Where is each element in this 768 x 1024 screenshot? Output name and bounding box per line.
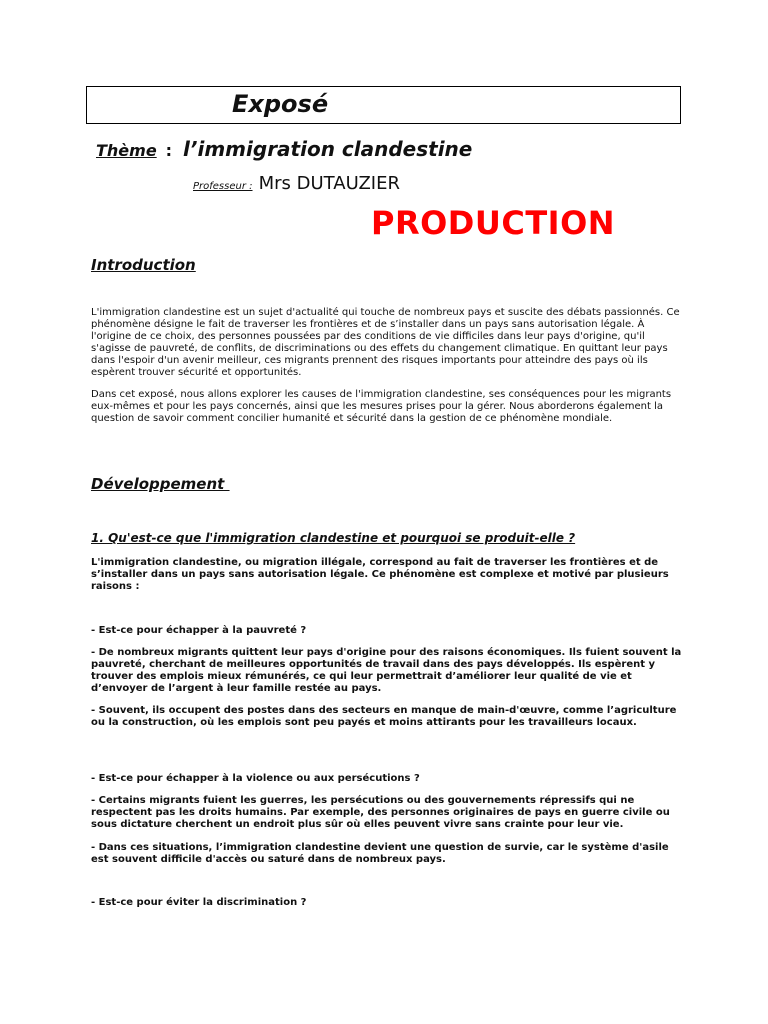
question-poverty: - Est-ce pour échapper à la pauvreté ? — [91, 625, 307, 636]
violence-paragraph-1: - Certains migrants fuient les guerres, les persécutions ou des gouvernements répressifs qui ne respectent pas les droits humains. Par exemple, des personnes originaires de pays en guerre civile ou sous dictature cherchent un endroit plus sûr où elles peuvent vivre sans crainte pour leur vie. — [91, 795, 670, 830]
introduction-paragraph-2: Dans cet exposé, nous allons explorer les causes de l'immigration clandestine, ses conséquences pour les migrants eux-mêmes et pour les pays concernés, ainsi que les mesures prises pour la gérer. Nous aborderons également la question de savoir comment concilier humanité et sécurité dans la gestion de ce phénomène mondiale. — [91, 389, 672, 424]
title-box — [86, 86, 681, 124]
poverty-paragraph-1: - De nombreux migrants quittent leur pays d'origine pour des raisons économiques. Ils fuient souvent la pauvreté, cherchant de meilleures opportunités de travail dans des pays développés. Ils espèrent y trouver des emplois mieux rémunérés, ce qui leur permettrait d’améliorer leur qualité de vie et d’envoyer de l’argent à leur famille restée au pays. — [91, 647, 682, 694]
professor-label: Professeur : — [193, 181, 253, 192]
theme-separator: : — [165, 141, 173, 160]
professor-name: Mrs DUTAUZIER — [258, 173, 400, 194]
question-violence: - Est-ce pour échapper à la violence ou aux persécutions ? — [91, 773, 420, 784]
professor-line — [193, 173, 400, 194]
production-label: PRODUCTION — [371, 204, 616, 242]
introduction-paragraph-1: L'immigration clandestine est un sujet d'actualité qui touche de nombreux pays et suscite des débats passionnés. Ce phénomène désigne le fait de traverser les frontières et de s’installer dans un pays sans autorisation légale. À l'origine de ce choix, des personnes poussées par des conditions de vie difficiles dans leur pays d'origine, qu'il s'agisse de pauvreté, de conflits, de discriminations ou des effets du changement climatique. En quittant leur pays dans l'espoir d'un avenir meilleur, ces migrants prennent des risques importants pour atteindre des pays où ils espèrent trouver sécurité et opportunités. — [91, 307, 680, 378]
theme-label: Thème — [96, 141, 157, 160]
section-1-title: 1. Qu'est-ce que l'immigration clandestine et pourquoi se produit-elle ? — [91, 531, 576, 545]
theme-line — [96, 137, 472, 161]
document-title: Exposé — [232, 90, 329, 118]
question-discrimination: - Est-ce pour éviter la discrimination ? — [91, 897, 307, 908]
section-1-intro: L'immigration clandestine, ou migration illégale, correspond au fait de traverser les frontières et de s’installer dans un pays sans autorisation légale. Ce phénomène est complexe et motivé par plusieurs raisons : — [91, 557, 669, 592]
violence-paragraph-2: - Dans ces situations, l’immigration clandestine devient une question de survie, car le système d'asile est souvent difficile d'accès ou saturé dans de nombreux pays. — [91, 842, 669, 865]
development-heading: Développement — [91, 475, 230, 493]
introduction-heading: Introduction — [91, 256, 196, 274]
poverty-paragraph-2: - Souvent, ils occupent des postes dans des secteurs en manque de main-d'œuvre, comme l’agriculture ou la construction, où les emplois sont peu payés et moins attirants pour les travailleurs locaux. — [91, 705, 677, 728]
theme-value: l’immigration clandestine — [183, 137, 473, 161]
